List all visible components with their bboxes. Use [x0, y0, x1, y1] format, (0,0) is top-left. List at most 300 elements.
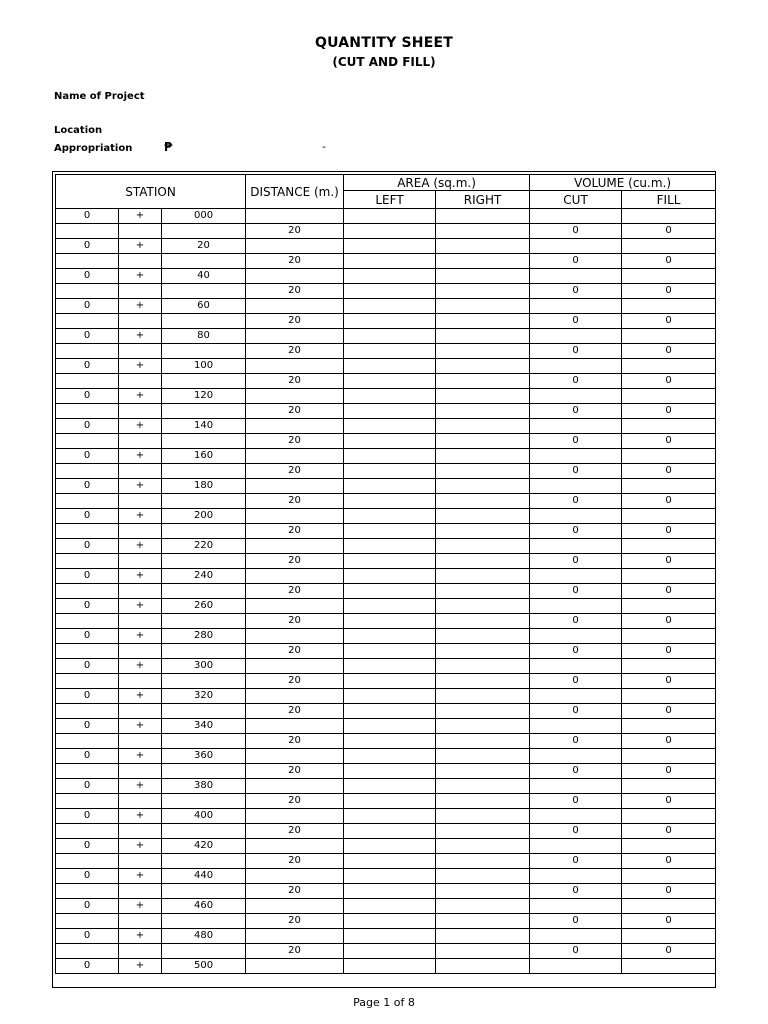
empty-cell — [530, 479, 622, 494]
empty-cell — [622, 509, 716, 524]
station-row — [56, 929, 716, 944]
area-right-value — [436, 614, 530, 629]
cut-value: 0 — [530, 704, 622, 719]
station-plus: + — [119, 209, 162, 224]
area-right-value — [436, 794, 530, 809]
station-row — [56, 659, 716, 674]
fill-value: 0 — [622, 404, 716, 419]
empty-cell — [530, 719, 622, 734]
station-km: 0 — [56, 659, 119, 674]
empty-cell — [119, 404, 162, 419]
station-plus: + — [119, 239, 162, 254]
station-km: 0 — [56, 569, 119, 584]
empty-cell — [119, 554, 162, 569]
fill-value: 0 — [622, 224, 716, 239]
empty-cell — [344, 269, 436, 284]
area-right-value — [436, 854, 530, 869]
empty-cell — [530, 839, 622, 854]
empty-cell — [246, 719, 344, 734]
empty-cell — [162, 734, 246, 749]
area-left-value — [344, 854, 436, 869]
interval-row — [56, 644, 716, 659]
empty-cell — [162, 434, 246, 449]
empty-cell — [344, 539, 436, 554]
empty-cell — [246, 749, 344, 764]
area-left-value — [344, 554, 436, 569]
empty-cell — [436, 779, 530, 794]
station-meters: 140 — [162, 419, 246, 434]
fill-value: 0 — [622, 764, 716, 779]
empty-cell — [622, 689, 716, 704]
cut-value: 0 — [530, 434, 622, 449]
empty-cell — [56, 314, 119, 329]
empty-cell — [56, 464, 119, 479]
interval-row — [56, 404, 716, 419]
station-km: 0 — [56, 689, 119, 704]
empty-cell — [622, 779, 716, 794]
empty-cell — [436, 869, 530, 884]
station-plus: + — [119, 899, 162, 914]
area-right-value — [436, 434, 530, 449]
empty-cell — [246, 689, 344, 704]
area-left-value — [344, 314, 436, 329]
empty-cell — [530, 809, 622, 824]
distance-value: 20 — [246, 494, 344, 509]
station-row — [56, 569, 716, 584]
station-row — [56, 539, 716, 554]
empty-cell — [56, 224, 119, 239]
interval-row — [56, 314, 716, 329]
area-right-value — [436, 224, 530, 239]
area-left-value — [344, 464, 436, 479]
distance-value: 20 — [246, 374, 344, 389]
area-left-value — [344, 494, 436, 509]
area-right-value — [436, 374, 530, 389]
cut-value: 0 — [530, 734, 622, 749]
station-meters: 320 — [162, 689, 246, 704]
station-plus: + — [119, 749, 162, 764]
area-right-value — [436, 494, 530, 509]
empty-cell — [436, 839, 530, 854]
station-plus: + — [119, 629, 162, 644]
empty-cell — [119, 854, 162, 869]
empty-cell — [344, 869, 436, 884]
area-right-value — [436, 584, 530, 599]
fill-value: 0 — [622, 794, 716, 809]
empty-cell — [530, 209, 622, 224]
area-right-value — [436, 284, 530, 299]
empty-cell — [530, 779, 622, 794]
empty-cell — [530, 509, 622, 524]
empty-cell — [162, 254, 246, 269]
peso-symbol: ₱ — [164, 140, 173, 154]
interval-row — [56, 224, 716, 239]
empty-cell — [436, 719, 530, 734]
cut-value: 0 — [530, 314, 622, 329]
empty-cell — [162, 524, 246, 539]
area-left-value — [344, 884, 436, 899]
empty-cell — [344, 419, 436, 434]
area-left-value — [344, 914, 436, 929]
cut-value: 0 — [530, 284, 622, 299]
empty-cell — [162, 494, 246, 509]
empty-cell — [530, 599, 622, 614]
station-km: 0 — [56, 599, 119, 614]
empty-cell — [246, 869, 344, 884]
station-meters: 340 — [162, 719, 246, 734]
empty-cell — [436, 419, 530, 434]
distance-value: 20 — [246, 914, 344, 929]
left-header: LEFT — [344, 191, 436, 209]
empty-cell — [622, 929, 716, 944]
empty-cell — [162, 794, 246, 809]
station-km: 0 — [56, 269, 119, 284]
distance-value: 20 — [246, 854, 344, 869]
distance-value: 20 — [246, 344, 344, 359]
empty-cell — [56, 944, 119, 959]
empty-cell — [162, 764, 246, 779]
area-right-value — [436, 644, 530, 659]
empty-cell — [530, 749, 622, 764]
station-plus: + — [119, 839, 162, 854]
cut-value: 0 — [530, 884, 622, 899]
cut-value: 0 — [530, 554, 622, 569]
empty-cell — [246, 209, 344, 224]
station-row — [56, 449, 716, 464]
area-right-value — [436, 314, 530, 329]
empty-cell — [119, 764, 162, 779]
station-plus: + — [119, 659, 162, 674]
empty-cell — [622, 659, 716, 674]
empty-cell — [530, 359, 622, 374]
empty-cell — [119, 314, 162, 329]
empty-cell — [56, 734, 119, 749]
fill-value: 0 — [622, 434, 716, 449]
distance-value: 20 — [246, 794, 344, 809]
empty-cell — [622, 479, 716, 494]
area-left-value — [344, 284, 436, 299]
empty-cell — [246, 359, 344, 374]
empty-cell — [622, 749, 716, 764]
empty-cell — [436, 539, 530, 554]
empty-cell — [246, 959, 344, 974]
station-row — [56, 869, 716, 884]
station-row — [56, 599, 716, 614]
station-row — [56, 239, 716, 254]
empty-cell — [246, 839, 344, 854]
empty-cell — [436, 449, 530, 464]
empty-cell — [119, 794, 162, 809]
appropriation-value: - — [322, 140, 326, 153]
empty-cell — [436, 359, 530, 374]
empty-cell — [344, 809, 436, 824]
empty-cell — [56, 494, 119, 509]
interval-row — [56, 254, 716, 269]
empty-cell — [162, 464, 246, 479]
station-plus: + — [119, 869, 162, 884]
empty-cell — [56, 794, 119, 809]
empty-cell — [622, 329, 716, 344]
distance-value: 20 — [246, 944, 344, 959]
empty-cell — [246, 599, 344, 614]
area-right-value — [436, 764, 530, 779]
cut-value: 0 — [530, 674, 622, 689]
empty-cell — [344, 209, 436, 224]
empty-cell — [436, 809, 530, 824]
empty-cell — [162, 224, 246, 239]
station-plus: + — [119, 959, 162, 974]
empty-cell — [56, 884, 119, 899]
station-plus: + — [119, 269, 162, 284]
empty-cell — [436, 239, 530, 254]
empty-cell — [530, 959, 622, 974]
empty-cell — [119, 704, 162, 719]
interval-row — [56, 524, 716, 539]
station-meters: 60 — [162, 299, 246, 314]
cut-value: 0 — [530, 524, 622, 539]
station-meters: 300 — [162, 659, 246, 674]
station-km: 0 — [56, 239, 119, 254]
empty-cell — [344, 449, 436, 464]
station-meters: 20 — [162, 239, 246, 254]
station-meters: 40 — [162, 269, 246, 284]
station-km: 0 — [56, 929, 119, 944]
fill-value: 0 — [622, 944, 716, 959]
empty-cell — [246, 419, 344, 434]
empty-cell — [436, 569, 530, 584]
empty-cell — [119, 464, 162, 479]
name-of-project-label: Name of Project — [54, 91, 145, 102]
station-plus: + — [119, 299, 162, 314]
empty-cell — [246, 509, 344, 524]
cut-value: 0 — [530, 494, 622, 509]
cut-value: 0 — [530, 374, 622, 389]
fill-value: 0 — [622, 614, 716, 629]
empty-cell — [436, 659, 530, 674]
interval-row — [56, 614, 716, 629]
station-plus: + — [119, 599, 162, 614]
empty-cell — [622, 629, 716, 644]
station-row — [56, 389, 716, 404]
empty-cell — [622, 449, 716, 464]
fill-value: 0 — [622, 854, 716, 869]
station-row — [56, 479, 716, 494]
empty-cell — [246, 899, 344, 914]
area-right-value — [436, 734, 530, 749]
empty-cell — [162, 344, 246, 359]
empty-cell — [56, 374, 119, 389]
empty-cell — [162, 614, 246, 629]
station-meters: 440 — [162, 869, 246, 884]
empty-cell — [56, 584, 119, 599]
station-plus: + — [119, 779, 162, 794]
empty-cell — [530, 929, 622, 944]
station-meters: 000 — [162, 209, 246, 224]
empty-cell — [162, 314, 246, 329]
fill-value: 0 — [622, 254, 716, 269]
empty-cell — [530, 659, 622, 674]
station-meters: 480 — [162, 929, 246, 944]
empty-cell — [246, 449, 344, 464]
station-km: 0 — [56, 209, 119, 224]
empty-cell — [436, 929, 530, 944]
empty-cell — [622, 719, 716, 734]
empty-cell — [344, 629, 436, 644]
empty-cell — [436, 599, 530, 614]
station-meters: 100 — [162, 359, 246, 374]
fill-value: 0 — [622, 314, 716, 329]
interval-row — [56, 494, 716, 509]
station-row — [56, 689, 716, 704]
interval-row — [56, 794, 716, 809]
station-km: 0 — [56, 479, 119, 494]
distance-value: 20 — [246, 224, 344, 239]
empty-cell — [119, 524, 162, 539]
empty-cell — [530, 869, 622, 884]
distance-value: 20 — [246, 674, 344, 689]
empty-cell — [622, 899, 716, 914]
interval-row — [56, 674, 716, 689]
empty-cell — [246, 929, 344, 944]
empty-cell — [344, 719, 436, 734]
cut-value: 0 — [530, 854, 622, 869]
cut-header: CUT — [530, 191, 622, 209]
empty-cell — [162, 824, 246, 839]
station-row — [56, 749, 716, 764]
distance-value: 20 — [246, 554, 344, 569]
empty-cell — [119, 614, 162, 629]
station-plus: + — [119, 479, 162, 494]
station-km: 0 — [56, 389, 119, 404]
cut-value: 0 — [530, 584, 622, 599]
empty-cell — [530, 239, 622, 254]
empty-cell — [119, 254, 162, 269]
station-km: 0 — [56, 629, 119, 644]
station-row — [56, 209, 716, 224]
cut-value: 0 — [530, 914, 622, 929]
station-row — [56, 359, 716, 374]
empty-cell — [436, 479, 530, 494]
station-row — [56, 299, 716, 314]
station-km: 0 — [56, 959, 119, 974]
cut-value: 0 — [530, 344, 622, 359]
interval-row — [56, 374, 716, 389]
empty-cell — [56, 434, 119, 449]
fill-value: 0 — [622, 674, 716, 689]
empty-cell — [246, 659, 344, 674]
empty-cell — [622, 239, 716, 254]
empty-cell — [162, 584, 246, 599]
distance-value: 20 — [246, 584, 344, 599]
cut-value: 0 — [530, 224, 622, 239]
empty-cell — [530, 299, 622, 314]
empty-cell — [344, 659, 436, 674]
fill-value: 0 — [622, 344, 716, 359]
station-meters: 260 — [162, 599, 246, 614]
empty-cell — [622, 599, 716, 614]
empty-cell — [119, 284, 162, 299]
interval-row — [56, 944, 716, 959]
empty-cell — [622, 959, 716, 974]
empty-cell — [530, 329, 622, 344]
empty-cell — [622, 389, 716, 404]
empty-cell — [622, 809, 716, 824]
empty-cell — [56, 764, 119, 779]
empty-cell — [622, 269, 716, 284]
empty-cell — [622, 569, 716, 584]
empty-cell — [344, 479, 436, 494]
station-row — [56, 779, 716, 794]
station-plus: + — [119, 509, 162, 524]
empty-cell — [436, 299, 530, 314]
interval-row — [56, 554, 716, 569]
area-right-value — [436, 554, 530, 569]
interval-row — [56, 914, 716, 929]
area-right-value — [436, 944, 530, 959]
station-meters: 180 — [162, 479, 246, 494]
fill-value: 0 — [622, 824, 716, 839]
empty-cell — [56, 344, 119, 359]
station-meters: 280 — [162, 629, 246, 644]
station-plus: + — [119, 539, 162, 554]
fill-value: 0 — [622, 554, 716, 569]
empty-cell — [56, 404, 119, 419]
station-row — [56, 719, 716, 734]
station-meters: 220 — [162, 539, 246, 554]
area-header: AREA (sq.m.) — [344, 175, 530, 191]
fill-value: 0 — [622, 884, 716, 899]
empty-cell — [622, 869, 716, 884]
station-plus: + — [119, 329, 162, 344]
empty-cell — [246, 539, 344, 554]
station-meters: 500 — [162, 959, 246, 974]
empty-cell — [162, 374, 246, 389]
empty-cell — [56, 254, 119, 269]
empty-cell — [344, 239, 436, 254]
empty-cell — [436, 329, 530, 344]
cut-value: 0 — [530, 644, 622, 659]
distance-value: 20 — [246, 704, 344, 719]
area-right-value — [436, 524, 530, 539]
cut-value: 0 — [530, 404, 622, 419]
area-right-value — [436, 404, 530, 419]
station-km: 0 — [56, 839, 119, 854]
station-km: 0 — [56, 419, 119, 434]
interval-row — [56, 884, 716, 899]
empty-cell — [246, 569, 344, 584]
fill-value: 0 — [622, 644, 716, 659]
empty-cell — [162, 944, 246, 959]
fill-value: 0 — [622, 914, 716, 929]
empty-cell — [344, 899, 436, 914]
station-row — [56, 509, 716, 524]
empty-cell — [436, 959, 530, 974]
area-left-value — [344, 674, 436, 689]
empty-cell — [530, 449, 622, 464]
station-km: 0 — [56, 779, 119, 794]
station-plus: + — [119, 389, 162, 404]
empty-cell — [530, 629, 622, 644]
station-km: 0 — [56, 899, 119, 914]
empty-cell — [246, 269, 344, 284]
distance-value: 20 — [246, 824, 344, 839]
sheet-title: QUANTITY SHEET — [315, 35, 453, 51]
empty-cell — [530, 899, 622, 914]
station-header: STATION — [56, 175, 246, 209]
empty-cell — [119, 884, 162, 899]
empty-cell — [162, 284, 246, 299]
empty-cell — [119, 734, 162, 749]
